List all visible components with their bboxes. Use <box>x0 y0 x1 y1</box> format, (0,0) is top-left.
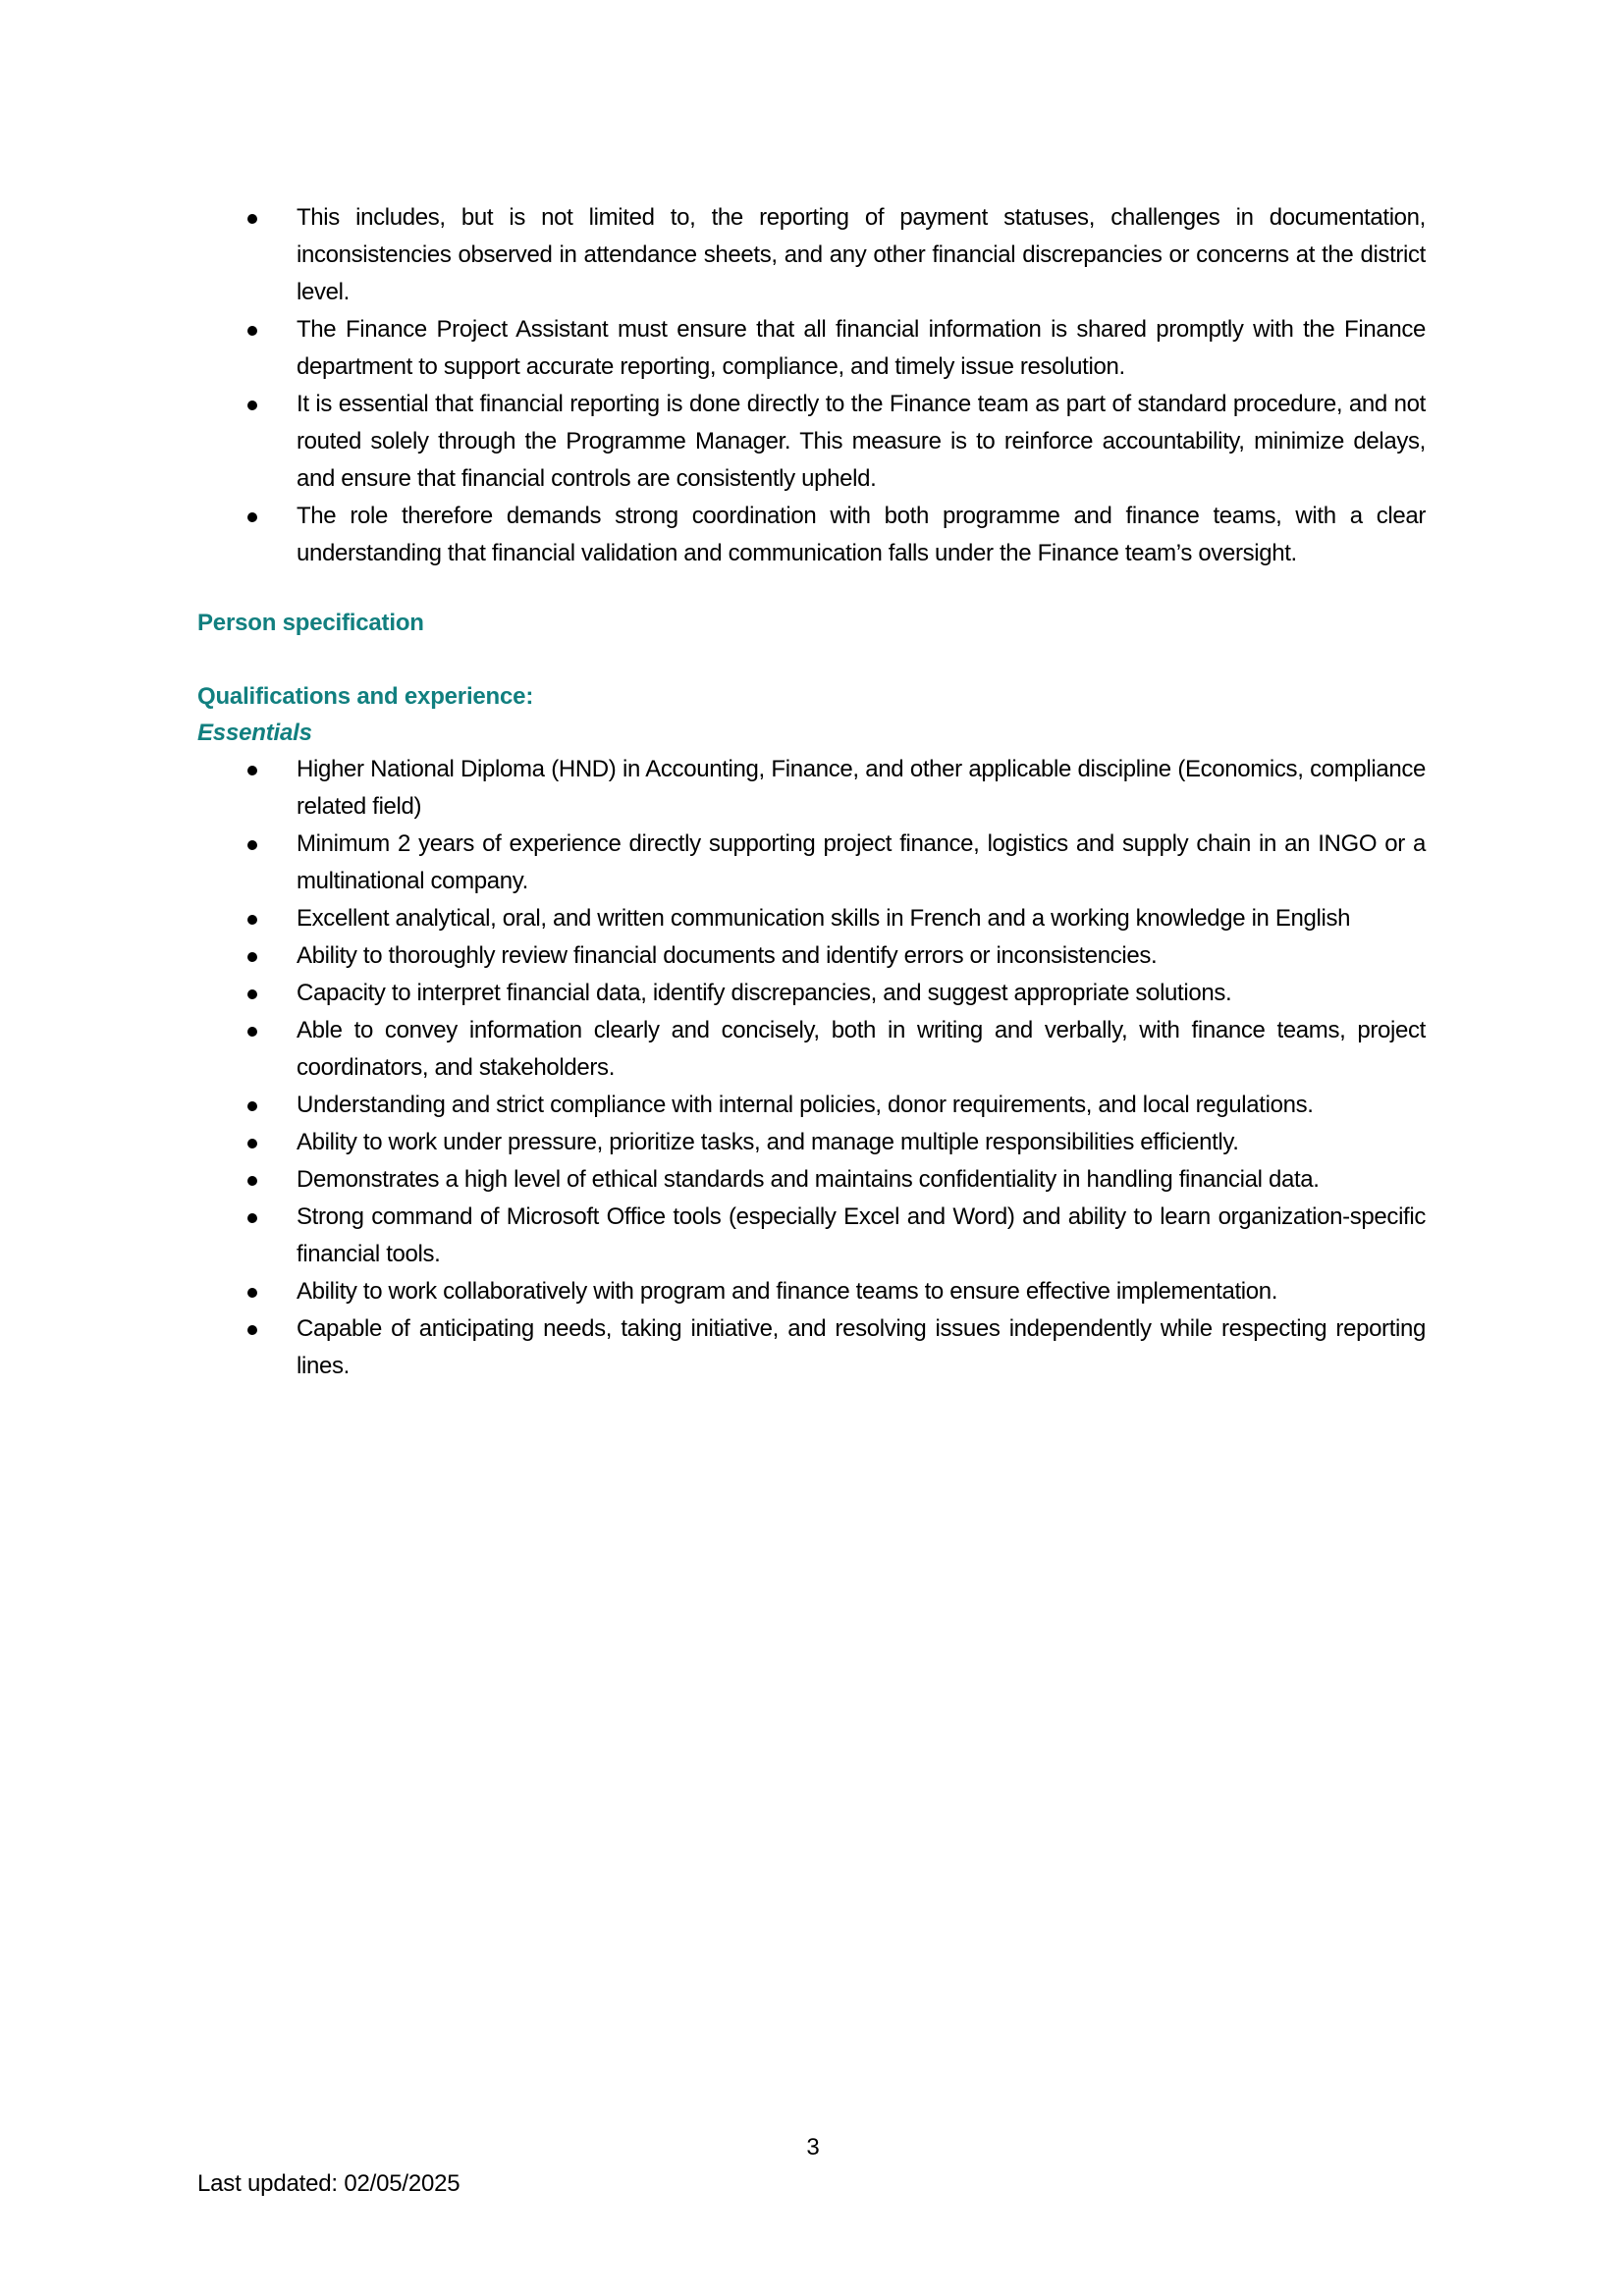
bullet-icon <box>247 989 257 999</box>
bullet-icon <box>247 1101 257 1111</box>
list-item <box>197 1012 1426 1087</box>
list-item <box>197 1124 1426 1161</box>
list-item-text: Understanding and strict compliance with internal policies, donor requirements, and local regulations. <box>297 1092 1314 1118</box>
essentials-list <box>197 751 1426 1385</box>
bullet-icon <box>247 1176 257 1186</box>
essentials-subheading: Essentials <box>197 720 312 746</box>
bullet-icon <box>247 214 257 224</box>
last-updated-footer: Last updated: 02/05/2025 <box>197 2170 460 2197</box>
bullet-icon <box>247 1288 257 1298</box>
bullet-icon <box>247 1139 257 1148</box>
list-item <box>197 1310 1426 1385</box>
qualifications-heading: Qualifications and experience: <box>197 683 534 710</box>
bullet-icon <box>247 1027 257 1037</box>
bullet-icon <box>247 915 257 925</box>
bullet-icon <box>247 840 257 850</box>
list-item <box>197 199 1426 311</box>
bullet-icon <box>247 326 257 336</box>
list-item-text: Excellent analytical, oral, and written communication skills in French and a working knowledge in English <box>297 905 1351 932</box>
person-specification-heading: Person specification <box>197 610 424 636</box>
bullet-icon <box>247 1213 257 1223</box>
list-item <box>197 1087 1426 1124</box>
list-item <box>197 826 1426 900</box>
list-item-text: Ability to thoroughly review financial documents and identify errors or inconsistencies. <box>297 942 1158 969</box>
page-content <box>197 199 1426 1385</box>
list-item-text: The role therefore demands strong coordination with both programme and finance teams, with a clear understanding that financial validation and communication falls under the Finance team’s oversight. <box>297 503 1426 566</box>
list-item-text: Demonstrates a high level of ethical standards and maintains confidentiality in handling financial data. <box>297 1166 1320 1193</box>
bullet-icon <box>247 400 257 410</box>
list-item <box>197 311 1426 386</box>
list-item <box>197 751 1426 826</box>
list-item-text: Capacity to interpret financial data, identify discrepancies, and suggest appropriate solutions. <box>297 980 1232 1006</box>
bullet-icon <box>247 766 257 775</box>
list-item <box>197 975 1426 1012</box>
list-item <box>197 498 1426 572</box>
list-item <box>197 1273 1426 1310</box>
list-item <box>197 1199 1426 1273</box>
list-item-text: Ability to work collaboratively with program and finance teams to ensure effective implementation. <box>297 1278 1278 1305</box>
list-item-text: The Finance Project Assistant must ensure that all financial information is shared promptly with the Finance department to support accurate reporting, compliance, and timely issue resolution. <box>297 316 1426 380</box>
list-item-text: Minimum 2 years of experience directly supporting project finance, logistics and supply chain in an INGO or a multinational company. <box>297 830 1426 894</box>
bullet-icon <box>247 512 257 522</box>
list-item <box>197 900 1426 937</box>
bullet-icon <box>247 1325 257 1335</box>
list-item-text: Capable of anticipating needs, taking initiative, and resolving issues independently while respecting reporting lines. <box>297 1315 1426 1379</box>
list-item <box>197 937 1426 975</box>
bullet-icon <box>247 952 257 962</box>
list-item-text: Strong command of Microsoft Office tools (especially Excel and Word) and ability to learn organization-specific financial tools. <box>297 1203 1426 1267</box>
list-item-text: Able to convey information clearly and concisely, both in writing and verbally, with finance teams, project coordinators, and stakeholders. <box>297 1017 1426 1081</box>
list-item <box>197 1161 1426 1199</box>
list-item-text: Ability to work under pressure, prioritize tasks, and manage multiple responsibilities efficiently. <box>297 1129 1239 1155</box>
list-item-text: This includes, but is not limited to, the reporting of payment statuses, challenges in documentation, inconsistencies observed in attendance sheets, and any other financial discrepancies or concerns at the district level. <box>297 204 1426 305</box>
responsibilities-list <box>197 199 1426 572</box>
list-item <box>197 386 1426 498</box>
page-number: 3 <box>806 2134 820 2161</box>
list-item-text: Higher National Diploma (HND) in Accounting, Finance, and other applicable discipline (Economics, compliance related field) <box>297 756 1426 820</box>
list-item-text: It is essential that financial reporting is done directly to the Finance team as part of standard procedure, and not routed solely through the Programme Manager. This measure is to reinforce accountability, minimize delays, and ensure that financial controls are consistently upheld. <box>297 391 1426 492</box>
